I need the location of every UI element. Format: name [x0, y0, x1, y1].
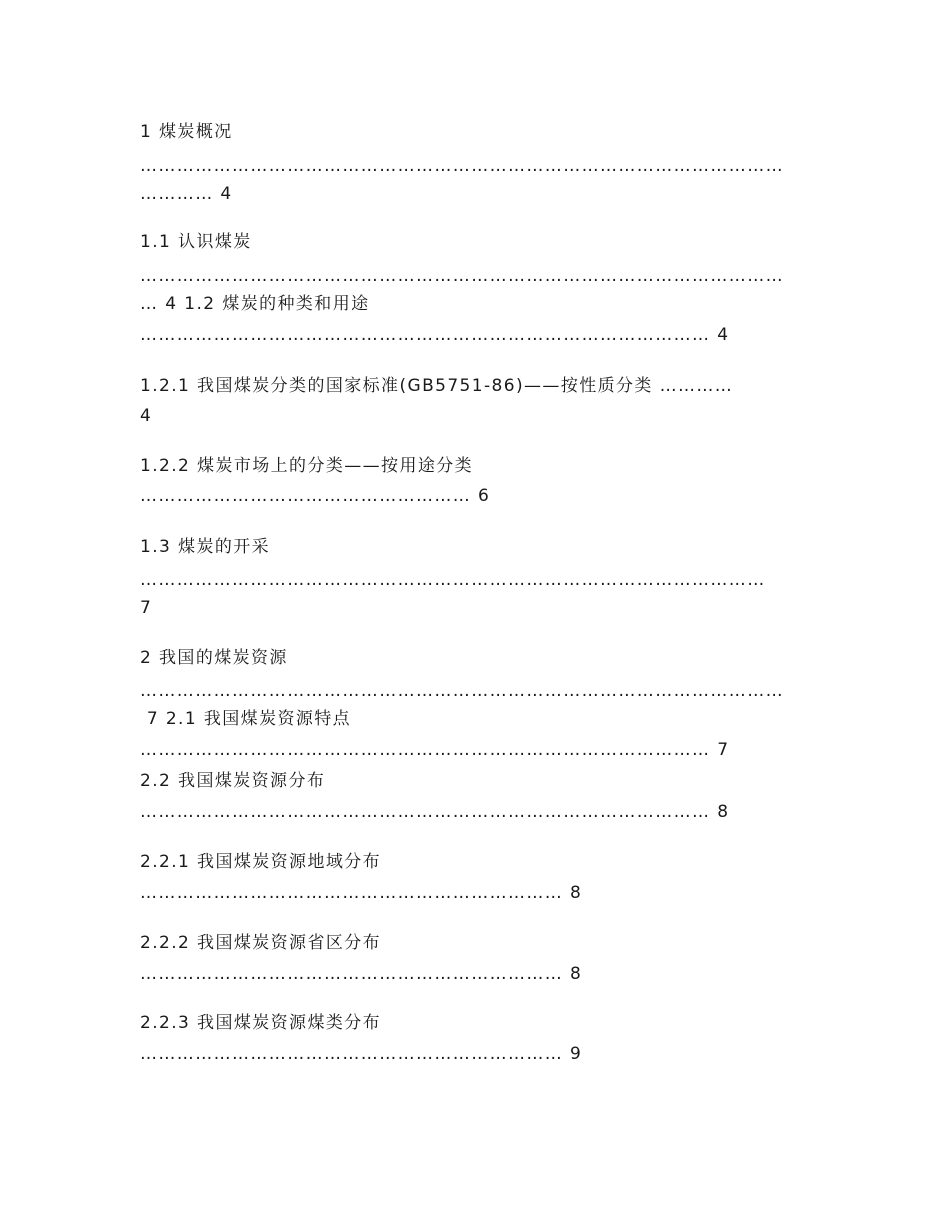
toc-entry-2-2-page: 8: [717, 802, 730, 822]
toc-entry-1-3-page: 7: [140, 598, 153, 618]
toc-entry-1-2-1-page: 4: [140, 406, 153, 426]
toc-dot-leader: ……………………………………………………………………………………………: [140, 266, 784, 286]
toc-entry-1-1-title: 1.1 认识煤炭: [140, 232, 252, 252]
toc-entry-1-title: 1 煤炭概况: [140, 122, 233, 142]
toc-leader-with-page: [140, 882, 582, 904]
toc-dot-leader: …: [140, 294, 166, 314]
toc-dot-leader: …………………………………………………………………………………: [140, 802, 718, 822]
toc-dot-leader: ……………………………………………………………: [140, 1044, 571, 1064]
toc-leader-with-page: [140, 183, 233, 205]
toc-entry-1-page: 4: [220, 184, 233, 204]
toc-entry-2-1-title: 2.1 我国煤炭资源特点: [165, 709, 352, 729]
toc-leader-with-page: [140, 324, 729, 346]
toc-entry-2-2-2-title: 2.2.2 我国煤炭资源省区分布: [140, 933, 382, 953]
toc-dot-leader: ………………………………………………: [140, 486, 479, 506]
toc-dot-leader: …………………………………………………………………………………: [140, 740, 718, 760]
toc-dot-leader: ……………………………………………………………: [140, 883, 571, 903]
toc-entry-2-2-1-title: 2.2.1 我国煤炭资源地域分布: [140, 852, 382, 872]
toc-mixed-line: [140, 708, 351, 730]
toc-entry-2-1-page: 7: [717, 740, 730, 760]
toc-leader-with-page: [140, 485, 490, 507]
toc-entry-2-page: 7: [146, 709, 160, 729]
toc-entry-2-2-title: 2.2 我国煤炭资源分布: [140, 771, 326, 791]
toc-dot-leader: …………: [140, 184, 221, 204]
toc-leader-with-page: [140, 1043, 582, 1065]
toc-entry-1-2-2-page: 6: [478, 486, 491, 506]
toc-entry-2-title: 2 我国的煤炭资源: [140, 648, 288, 668]
toc-entry-2-2-3-title: 2.2.3 我国煤炭资源煤类分布: [140, 1013, 382, 1033]
toc-leader-with-page: [140, 963, 582, 985]
toc-entry-1-2-title: 1.2 煤炭的种类和用途: [184, 294, 370, 314]
toc-leader-with-page: [140, 801, 729, 823]
toc-entry-2-2-3-page: 9: [570, 1044, 583, 1064]
toc-dot-leader: ……………………………………………………………: [140, 964, 571, 984]
toc-dot-leader: …………………………………………………………………………………: [140, 325, 718, 345]
toc-entry-1-3-title: 1.3 煤炭的开采: [140, 537, 271, 557]
toc-title-with-leader: [140, 375, 733, 397]
toc-entry-1-1-page: 4: [165, 294, 178, 314]
toc-mixed-line: [140, 739, 729, 761]
toc-entry-1-2-1-title: 1.2.1 我国煤炭分类的国家标准(GB5751-86)——按性质分类: [140, 376, 653, 396]
toc-dot-leader: …………………………………………………………………………………………: [140, 570, 766, 590]
toc-entry-2-2-1-page: 8: [570, 883, 583, 903]
toc-dot-leader: ……………………………………………………………………………………………: [140, 156, 784, 176]
toc-entry-1-2-2-title: 1.2.2 煤炭市场上的分类——按用途分类: [140, 456, 474, 476]
toc-dot-leader: …………: [652, 376, 734, 396]
toc-dot-leader: ……………………………………………………………………………………………: [140, 681, 784, 701]
toc-entry-2-2-2-page: 8: [570, 964, 583, 984]
toc-entry-1-2-page: 4: [717, 325, 730, 345]
toc-mixed-line: [140, 293, 370, 315]
